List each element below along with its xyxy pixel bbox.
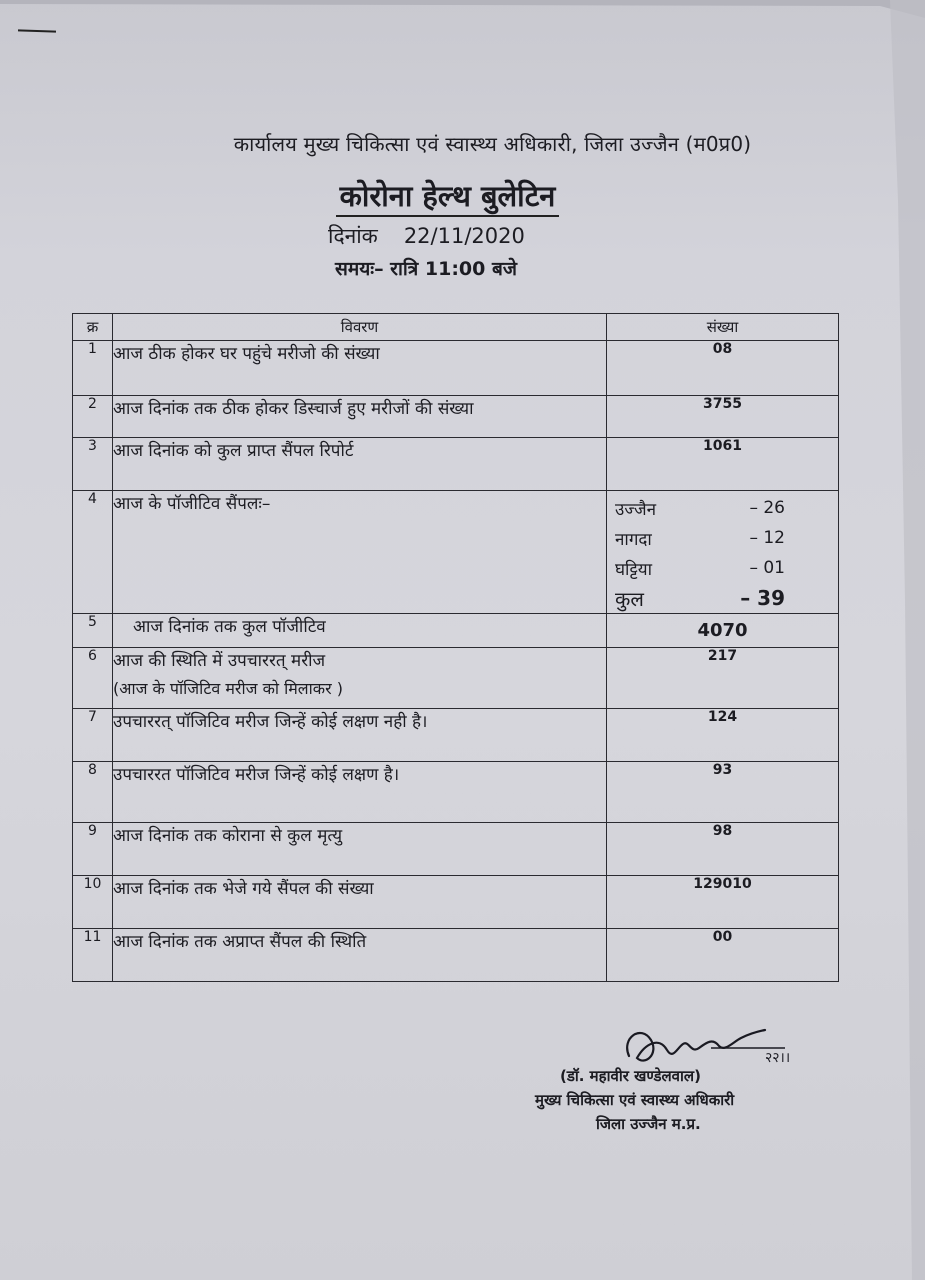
row-num: 98 xyxy=(607,823,839,876)
row-sn: 1 xyxy=(73,341,113,396)
table-row xyxy=(73,491,839,614)
row-desc: आज ठीक होकर घर पहुंचे मरीजो की संख्या xyxy=(113,341,607,396)
row-num: 124 xyxy=(607,709,839,762)
row-num: 129010 xyxy=(607,876,839,929)
table-row xyxy=(73,438,839,491)
header-desc: विवरण xyxy=(113,314,607,341)
row-sn: 10 xyxy=(73,876,113,929)
row-num: 3755 xyxy=(607,396,839,438)
district-value: – 01 xyxy=(749,558,785,578)
district-value: – 26 xyxy=(749,498,785,518)
district-name: घट्टिया xyxy=(615,559,653,580)
district-line xyxy=(607,493,838,523)
signatory-district: जिला उज्जैन म.प्र. xyxy=(596,1115,701,1133)
row-desc: आज के पॉजीटिव सैंपलः– xyxy=(113,491,607,614)
table-row xyxy=(73,614,839,648)
row-desc xyxy=(113,648,607,709)
table-row xyxy=(73,762,839,823)
office-heading: कार्यालय मुख्य चिकित्सा एवं स्वास्थ्य अधिकारी, जिला उज्जैन (म0प्र0) xyxy=(233,132,752,156)
row-sn: 2 xyxy=(73,396,113,438)
signatory-designation: मुख्य चिकित्सा एवं स्वास्थ्य अधिकारी xyxy=(535,1091,735,1109)
row-num: 4070 xyxy=(607,614,839,648)
row-num: 1061 xyxy=(607,438,839,491)
district-line xyxy=(607,523,838,553)
district-breakdown xyxy=(607,491,839,614)
row-num: 93 xyxy=(607,762,839,823)
row-desc: उपचाररत् पॉजिटिव मरीज जिन्हें कोई लक्षण नही है। xyxy=(113,709,607,762)
district-total-line xyxy=(607,583,838,613)
row-desc: उपचाररत पॉजिटिव मरीज जिन्हें कोई लक्षण है। xyxy=(113,762,607,823)
district-line xyxy=(607,553,838,583)
bulletin-title: कोरोना हेल्थ बुलेटिन xyxy=(0,176,895,215)
district-name: नागदा xyxy=(615,529,652,550)
row-sn: 7 xyxy=(73,709,113,762)
bulletin-date xyxy=(328,222,525,250)
row-sn: 9 xyxy=(73,823,113,876)
row-desc-note: (आज के पॉजिटिव मरीज को मिलाकर ) xyxy=(113,679,343,698)
district-total-label: कुल xyxy=(615,586,644,611)
svg-text:२२।।: २२।। xyxy=(765,1050,791,1066)
date-value: 22/11/2020 xyxy=(403,224,525,248)
row-num: 08 xyxy=(607,341,839,396)
row-desc: आज दिनांक तक भेजे गये सैंपल की संख्या xyxy=(113,876,607,929)
table-row xyxy=(73,709,839,762)
row-desc: आज दिनांक तक अप्राप्त सैंपल की स्थिति xyxy=(113,929,607,982)
row-sn: 6 xyxy=(73,648,113,709)
table-header-row xyxy=(73,314,839,341)
header-num: संख्या xyxy=(607,314,839,341)
bulletin-table xyxy=(72,313,839,982)
table-row xyxy=(73,341,839,396)
row-desc: आज दिनांक तक कोराना से कुल मृत्यु xyxy=(113,823,607,876)
header-sn: क्र xyxy=(73,314,113,341)
row-num: 00 xyxy=(607,929,839,982)
table-row xyxy=(73,396,839,438)
row-num: 217 xyxy=(607,648,839,709)
row-desc: आज दिनांक तक ठीक होकर डिस्चार्ज हुए मरीजों की संख्या xyxy=(113,396,607,438)
district-value: – 12 xyxy=(749,528,785,548)
district-name: उज्जैन xyxy=(615,499,657,520)
row-desc: आज दिनांक तक कुल पॉजीटिव xyxy=(113,614,607,648)
row-sn: 5 xyxy=(73,614,113,648)
bulletin-time: समयः– रात्रि 11:00 बजे xyxy=(335,258,517,280)
row-sn: 11 xyxy=(73,929,113,982)
row-sn: 4 xyxy=(73,491,113,614)
district-total-value: – 39 xyxy=(740,586,785,610)
signatory-name: (डॉ. महावीर खण्डेलवाल) xyxy=(560,1067,701,1085)
table-row xyxy=(73,876,839,929)
row-sn: 3 xyxy=(73,438,113,491)
table-row xyxy=(73,929,839,982)
table-row xyxy=(73,648,839,709)
row-desc-main: आज की स्थिति में उपचाररत् मरीज xyxy=(113,651,326,671)
row-desc: आज दिनांक को कुल प्राप्त सैंपल रिपोर्ट xyxy=(113,438,607,491)
row-sn: 8 xyxy=(73,762,113,823)
table-row xyxy=(73,823,839,876)
date-label: दिनांक xyxy=(328,224,378,248)
